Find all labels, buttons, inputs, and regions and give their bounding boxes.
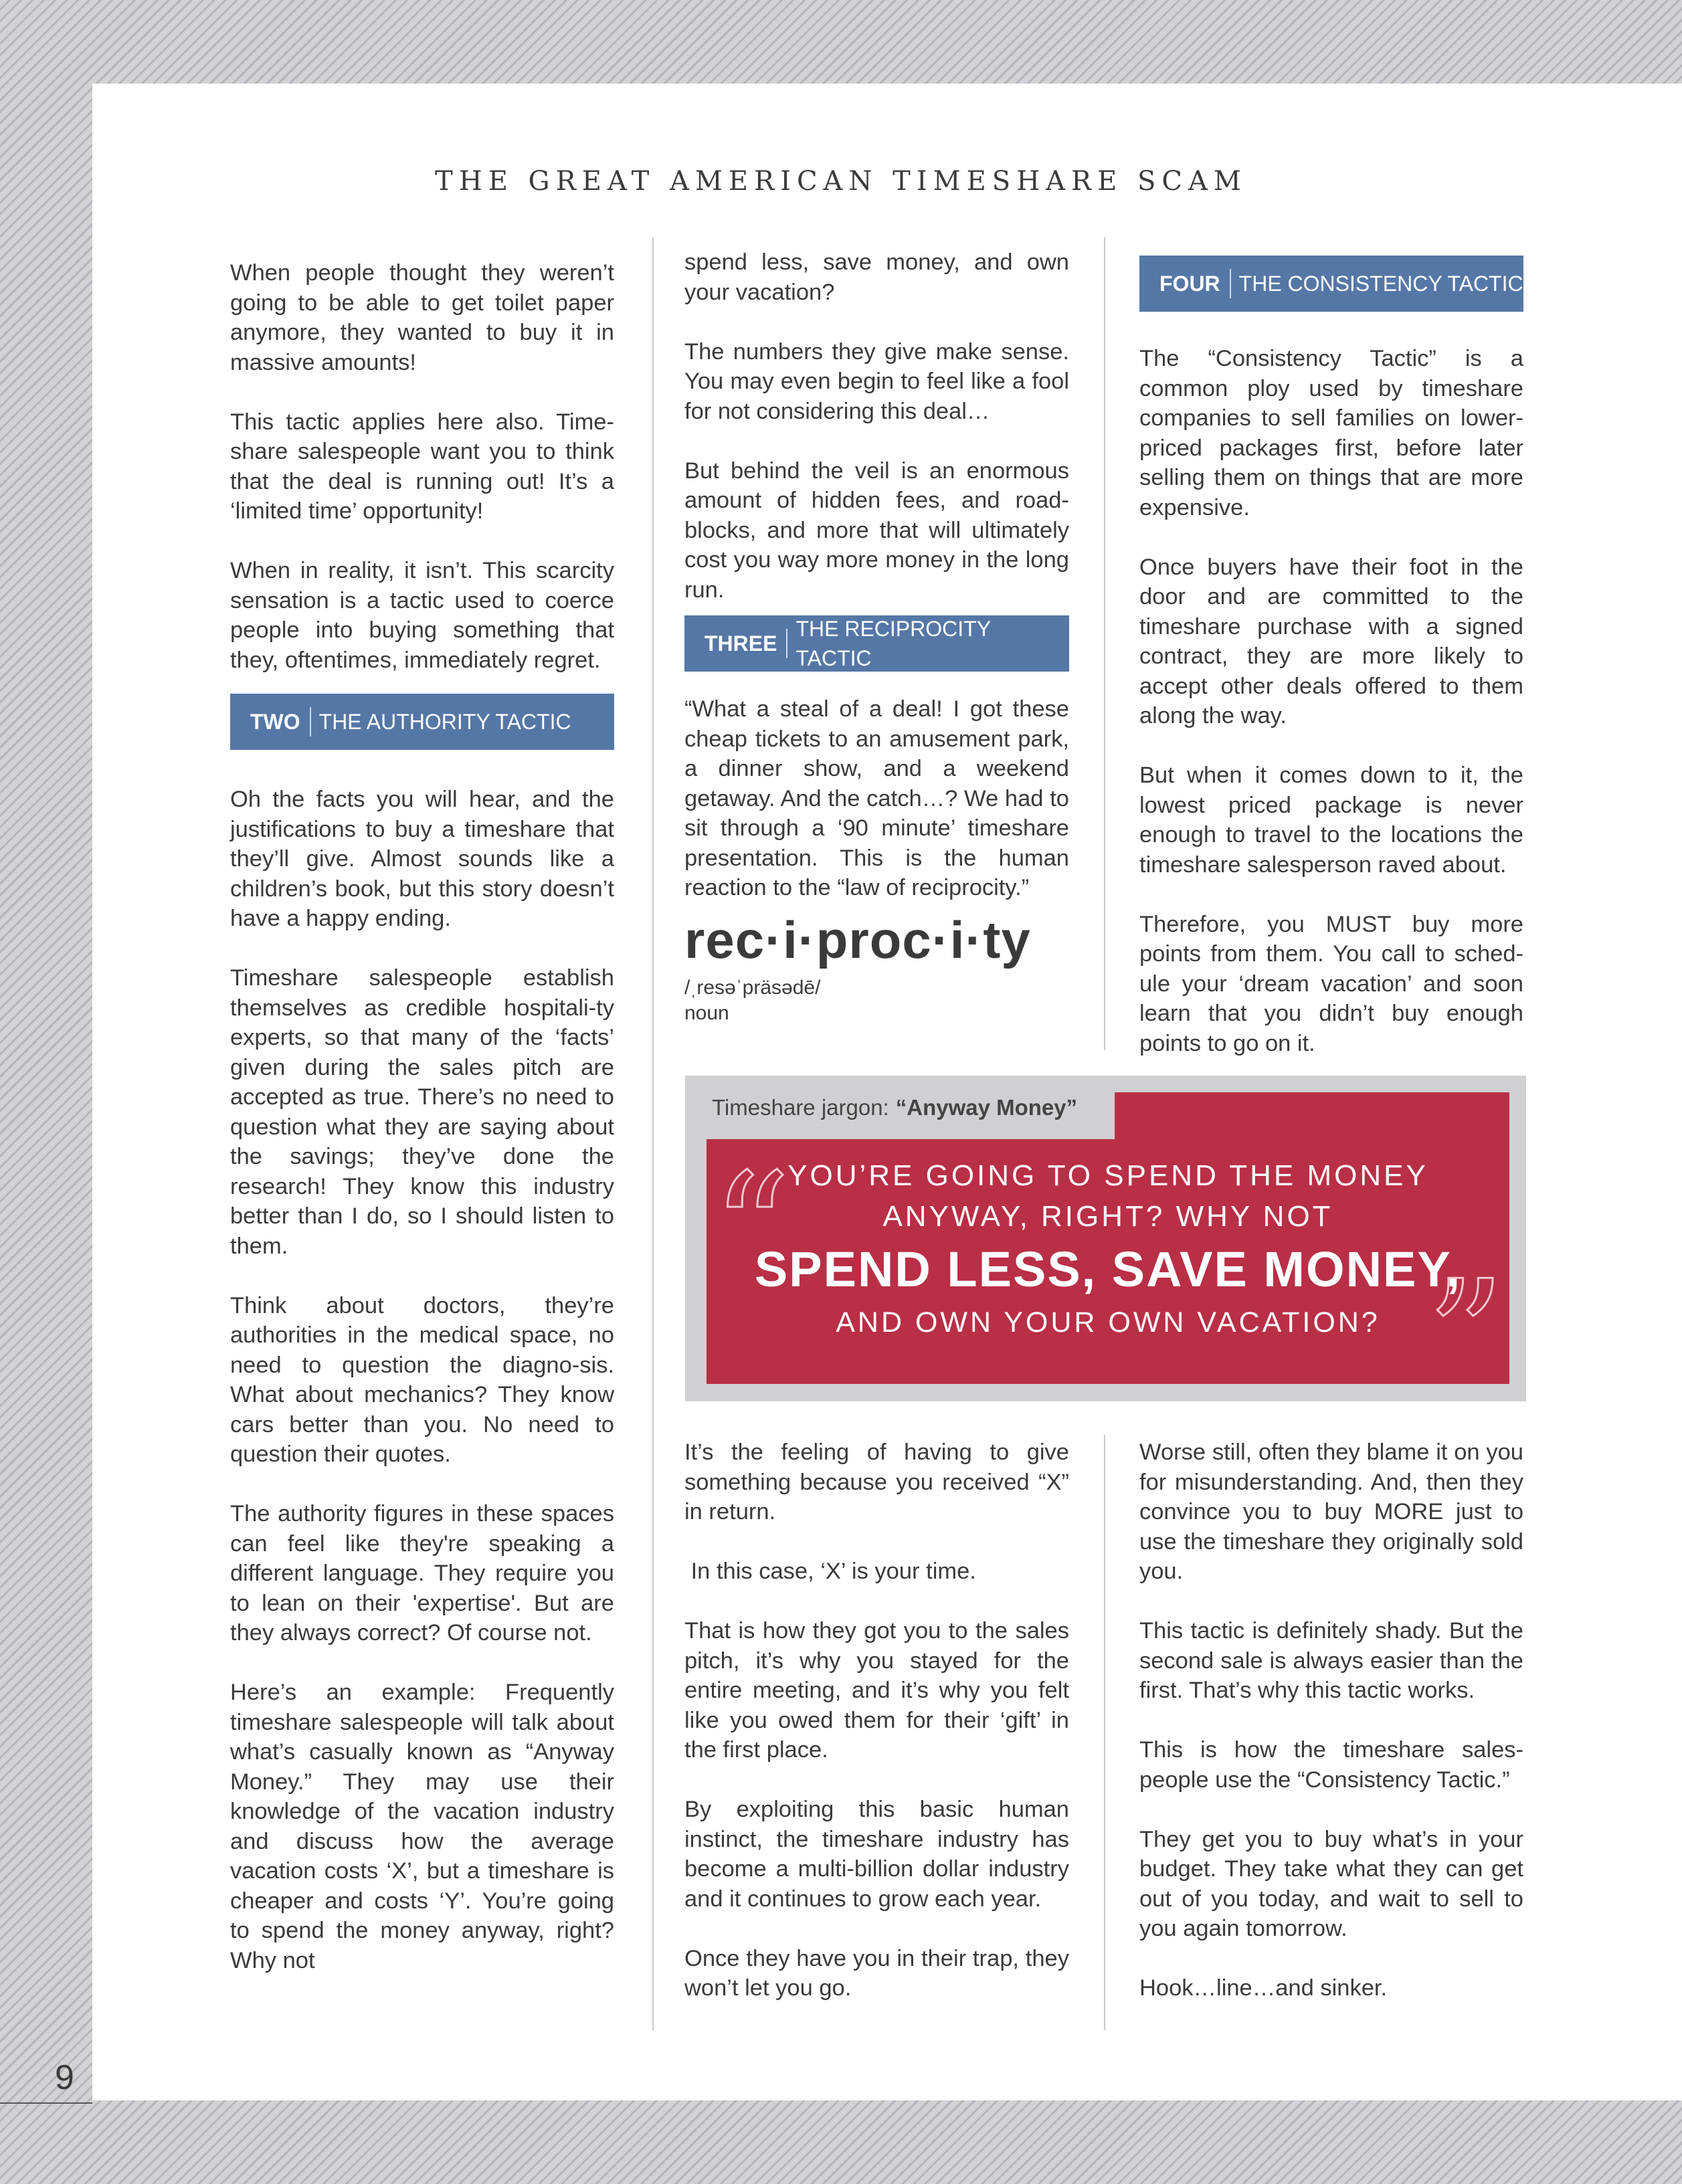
section-title: THE RECIPROCITY TACTIC — [796, 616, 991, 670]
page-number: 9 — [55, 2058, 74, 2097]
column-divider — [1104, 1435, 1105, 2030]
section-title: THE CONSISTENCY TACTIC — [1238, 271, 1523, 296]
paragraph: Once they have you in their trap, they won’t let you go. — [684, 1945, 1069, 2001]
quote-line: AND OWN YOUR OWN VACATION? — [836, 1306, 1380, 1338]
open-quote-icon: “ — [712, 1141, 791, 1320]
paragraph: spend less, save money, and own your vacation? — [684, 250, 1069, 305]
paragraph: Timeshare salespeople establish themselves as credible hospitali-ty experts, so that many of the ‘facts’ given during the sales pitch are accepted as true. There’s no need to question what they are saying about the savings; they’ve done the research! They know this industry better than I do, so I should listen to them. — [230, 965, 614, 1259]
paragraph: But behind the veil is an enormous amount of hidden fees, and road-blocks, and more that will ultimately cost you way more money in the long run. — [684, 458, 1069, 603]
section-number: FOUR — [1159, 269, 1231, 298]
section-number: TWO — [250, 707, 311, 736]
jargon-label — [700, 1076, 1115, 1139]
paragraph: Hook…line…and sinker. — [1139, 1975, 1388, 2001]
paragraph: Worse still, often they blame it on you for misunderstanding. And, then they convince you to buy MORE just to use the timeshare they originally sold you. — [1139, 1440, 1523, 1584]
section-tag-two — [230, 694, 614, 750]
paragraph: “What a steal of a deal! I got these cheap tickets to an amusement park, a dinner show, and a weekend getaway. And the catch…? We had to sit through a ‘90 minute’ timeshare presentation. This is the human reaction to the “law of reciprocity.” — [684, 696, 1069, 900]
paragraph: The “Consistency Tactic” is a common ploy used by timeshare companies to sell families on lower-priced packages first, before later selling them on things that are more expensive. — [1139, 346, 1523, 520]
paragraph: This tactic is definitely shady. But the second sale is always easier than the first. That’s why this tactic works. — [1139, 1618, 1523, 1703]
section-tag-three — [684, 615, 1069, 672]
paragraph: Here’s an example: Frequently timeshare salespeople will talk about what’s casually known as “Anyway Money.” They may use their knowledge of the vacation industry and discuss how the average vacation costs ‘X’, but a timeshare is cheaper and costs ‘Y’. You’re going to spend the money anyway, right? Why not — [230, 1680, 614, 1973]
column-2-lower — [684, 1437, 1069, 2033]
column-3-lower — [1139, 1437, 1523, 2033]
pull-quote-box — [685, 1076, 1526, 1427]
paragraph: They get you to buy what’s in your budget. They take what they can get out of you today, and wait to sell to you again tomorrow. — [1139, 1826, 1523, 1941]
column-divider — [1104, 237, 1105, 1050]
paragraph: That is how they got you to the sales pitch, it’s why you stayed for the entire meeting, and it’s why you felt like you owed them for their ‘gift’ in the first place. — [684, 1618, 1069, 1763]
quote-headline: SPEND LESS, SAVE MONEY, — [754, 1242, 1462, 1297]
paragraph: When people thought they weren’t going to be able to get toilet paper anymore, they wanted to buy it in massive amounts! — [230, 260, 614, 375]
column-2 — [684, 247, 1069, 1026]
paragraph: Oh the facts you will hear, and the justifications to buy a timeshare that they’ll give. Almost sounds like a children’s book, but this story doesn’t have a happy ending. — [230, 787, 614, 931]
jargon-label-prefix: Timeshare jargon: — [712, 1094, 889, 1120]
section-title: THE AUTHORITY TACTIC — [318, 709, 571, 734]
section-number: THREE — [705, 629, 787, 658]
column-3 — [1139, 247, 1523, 1088]
dictionary-pronunciation: /ˌresəˈpräsədē/ — [684, 976, 821, 999]
section-tag-four — [1139, 256, 1523, 312]
paragraph: But when it comes down to it, the lowest priced package is never enough to travel to the locations the timeshare salesperson raved about. — [1139, 763, 1523, 878]
paragraph: Once buyers have their foot in the door and are committed to the timeshare purchase with a signed contract, they are more likely to accept other deals offered to them along the way. — [1139, 554, 1523, 728]
paragraph: This is how the timeshare sales-people use the “Consistency Tactic.” — [1139, 1737, 1523, 1793]
paragraph: This tactic applies here also. Time-share salespeople want you to think that the deal is running out! It’s a ‘limited time’ opportunity! — [230, 409, 614, 524]
paragraph: Think about doctors, they’re authorities in the medical space, no need to question the diagno-sis. What about mechanics? They know cars better than you. No need to question their quotes. — [230, 1292, 614, 1467]
page-number-rule — [0, 2102, 92, 2104]
paragraph: In this case, ‘X’ is your time. — [684, 1559, 976, 1584]
paragraph: The authority figures in these spaces can feel like they're speaking a different language. They require you to lean on their 'expertise'. But are they always correct? Of course not. — [230, 1501, 614, 1646]
dictionary-word: rec·i·proc·i·ty — [684, 910, 1031, 969]
paragraph: It’s the feeling of having to give something because you received “X” in return. — [684, 1440, 1069, 1524]
column-divider — [652, 237, 654, 2030]
paragraph: The numbers they give make sense. You may even begin to feel like a fool for not considering this deal… — [684, 338, 1069, 424]
quote-line: YOU’RE GOING TO SPEND THE MONEY — [787, 1159, 1428, 1192]
jargon-term: “Anyway Money” — [895, 1094, 1078, 1120]
paragraph: By exploiting this basic human instinct, the timeshare industry has become a multi-billion dollar industry and it continues to grow each year. — [684, 1797, 1069, 1912]
close-quote-icon: ” — [1426, 1248, 1505, 1427]
column-1 — [230, 258, 614, 2005]
paragraph: When in reality, it isn’t. This scarcity sensation is a tactic used to coerce people into buying something that they, oftentimes, immediately regret. — [230, 558, 614, 673]
quote-line: ANYWAY, RIGHT? WHY NOT — [882, 1200, 1333, 1233]
dictionary-part-of-speech: noun — [684, 1001, 729, 1024]
page-header: THE GREAT AMERICAN TIMESHARE SCAM — [435, 166, 1247, 197]
paragraph: Therefore, you MUST buy more points from them. You call to sched-ule your ‘dream vacation’ and soon learn that you didn’t buy enough points to go on it. — [1139, 911, 1523, 1056]
